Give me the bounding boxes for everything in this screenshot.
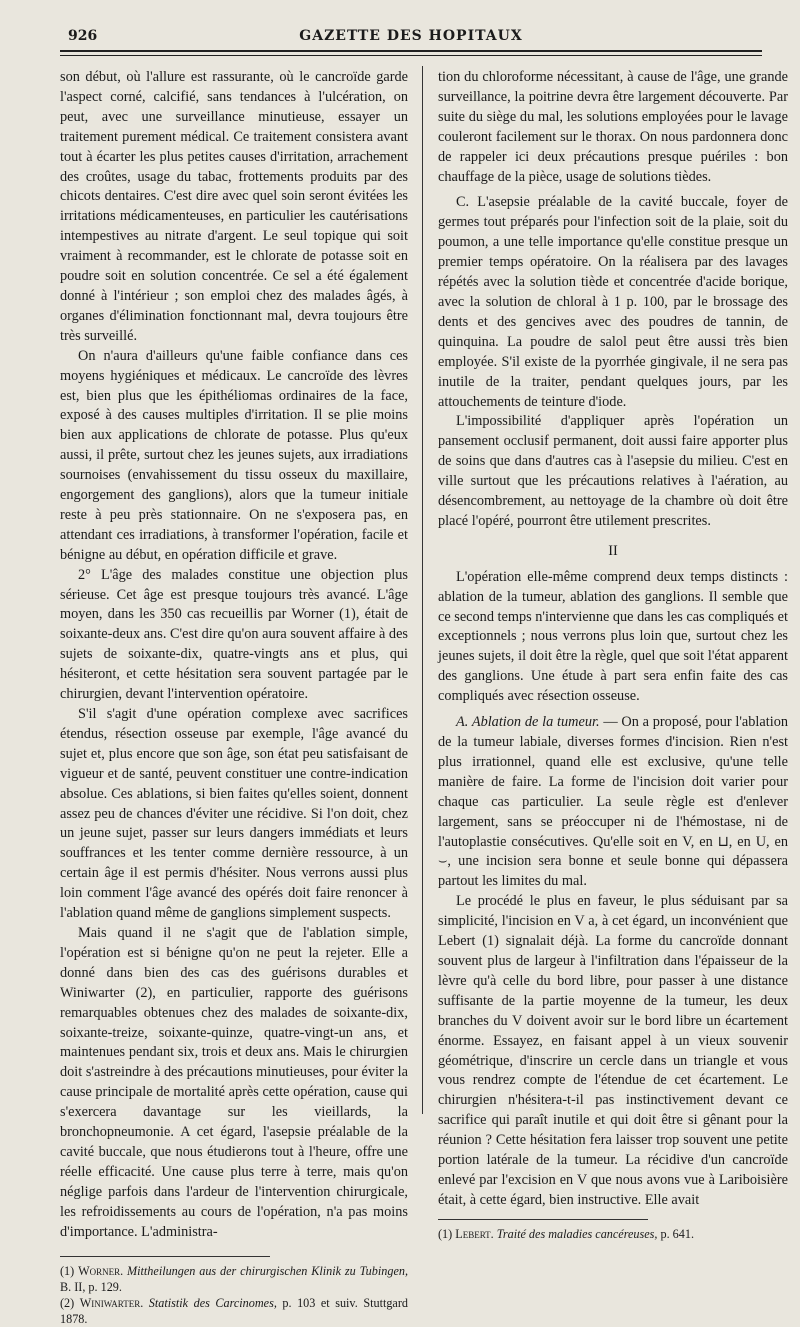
header-rule-thick: [60, 50, 762, 52]
column-divider: [422, 66, 423, 1114]
footnote-2: (2) Winiwarter. Statistik des Carcinomes, p. 103 et suiv. Stuttgard 1878.: [60, 1296, 408, 1327]
paragraph: C. L'asepsie préalable de la cavité buccale, foyer de germes tout préparés pour l'infection soit de la plaie, soit du poumon, a une telle importance qu'elle constitue presque un premier temps opératoire. On la réalisera par des lavages répétés avec la solution tiède et concentrée d'acide borique, avec la solution de chloral à 1 p. 100, par le brossage des dents et des gencives avec des poudres de tannin, de quinquina. La poudre de salol peut être aussi très bien employée. S'il existe de la pyorrhée gingivale, il ne sera pas inutile de la traiter, pendant quelques jours, par les attouchements de teinture d'iode.: [438, 194, 788, 410]
right-column: [438, 68, 788, 1242]
footnote-rule: [60, 1256, 270, 1257]
footnote-work-title: Traité des maladies cancéreuses,: [496, 1226, 658, 1241]
paragraph: Mais quand il ne s'agit que de l'ablation simple, l'opération est si bénigne qu'on ne peut la rejeter. Elle a donné dans bien des cas des guérisons durables et Winiwarter (2), en particulier, rapporte des guérisons remarquables obtenues chez des malades de soixante-dix, soixante-treize, soixante-quinze, quatre-vingt-un ans, et maintenues pendant six, trois et deux ans. Mais le chirurgien doit s'astreindre à des précautions minutieuses, pour éviter la cause principale de mortalité après cette opération, cause qui s'exercera davantage sur les vieillards, la bronchopneumonie. A cet égard, l'asepsie préalable de la cavité buccale, que nous étudierons tout à l'heure, offre une réelle efficacité. Une cause plus terre à terre, mais qu'on néglige parfois dans l'ardeur de l'intervention chirurgicale, les refroidissements au cours de l'opération, n'a pas moins d'importance. L'administra-: [60, 924, 408, 1240]
footnote-author: Winiwarter.: [79, 1296, 144, 1311]
paragraph: tion du chloroforme nécessitant, à cause de l'âge, une grande surveillance, la poitrine devra être largement découverte. Par suite du siège du mal, les solutions employées pour le lavage couleront facilement sur le thorax. On nous pardonnera donc de rappeler ici deux précautions presque puériles : bon chauffage de la pièce, usage de solutions tièdes.: [438, 69, 788, 185]
subsection-label: A. Ablation de la tumeur.: [456, 714, 600, 731]
paragraph: son début, où l'allure est rassurante, où le cancroïde garde l'aspect corné, calcifié, sans tendances à l'ulcération, on peut, avec une surveillance minutieuse, essayer un traitement purement médical. Ce traitement consistera avant tout à écarter les plus petites causes d'irritation, arrachement des croûtes, usage du tabac, frottements produits par des chicots dentaires. C'est dire avec quel soin seront évitées les irritations médicamenteuses, en particulier les cautérisations intempestives au nitrate d'argent. Le seul topique qui soit vraiment à recommander, est le chlorate de potasse soit en poudre soit en solution concentrée. Ce sel a été également donné à l'intérieur ; son emploi chez des malades âgés, à organes d'élimination fonctionnant mal, devra toujours être très surveillé.: [60, 69, 408, 344]
paragraph: On n'aura d'ailleurs qu'une faible confiance dans ces moyens hygiéniques et médicaux. Le cancroïde des lèvres est, bien plus que les épithéliomas ordinaires de la face, exposé à des causes multiples d'irritation. Il se plie moins bien aux applications de chlorate de potasse. Plus qu'eux aussi, il prête, surtout chez les jeunes sujets, aux irradiations sournoises (envahissement du tissu osseux du maxillaire, engorgement des ganglions), alors que la tumeur initiale reste à peu près stationnaire. On ne s'exposera pas, en attendant ces irradiations, à transformer l'opération, facile et bénigne au début, en opération difficile et grave.: [60, 347, 408, 563]
section-heading: II: [608, 542, 618, 559]
journal-title: GAZETTE DES HOPITAUX: [299, 28, 523, 44]
footnote-citation: B. II, p. 129.: [60, 1280, 122, 1295]
paragraph-text: — On a proposé, pour l'ablation de la tumeur labiale, diverses formes d'incision. Rien n'est plus irrationnel, quand elle est exclusive, qu'une telle manière de faire. La forme de l'incision doit varier pour chaque cas particulier. La seule règle est d'enlever largement, sans se préoccuper ni de l'hémostase, ni de l'autoplastie consécutives. Qu'elle soit en V, en ⊔, en U, en ⌣, une incision sera bonne et seule bonne qui dépassera partout les limites du mal.: [438, 714, 788, 890]
paragraph: L'impossibilité d'appliquer après l'opération un pansement occlusif permanent, doit aussi faire apporter plus de soins que dans d'autres cas à l'asepsie du milieu. C'est en ville surtout que les précautions relatives à l'aération, au désencombrement, au nettoyage de la chambre où doit être placé l'opéré, pourront être utilement prescrites.: [438, 413, 788, 529]
footnote-author: Worner.: [78, 1264, 124, 1279]
running-header: [60, 22, 762, 48]
paragraph: Le procédé le plus en faveur, le plus séduisant par sa simplicité, l'incision en V a, à cet égard, un inconvénient que Lebert (1) signalait déjà. La forme du cancroïde donnant souvent plus de largeur à l'infiltration dans l'épaisseur de la lèvre qu'à celle du bord libre, pour passer à une distance suffisante de la partie moyenne de la tumeur, les deux branches du V doivent avoir sur le bord libre un écartement énorme. Essayez, en faisant appel à un vieux souvenir géométrique, d'inscrire un cercle dans un triangle et vous vous rendrez compte de l'étendue de cet écartement. Le chirurgien n'hésitera-t-il pas instinctivement devant ce sacrifice qui paraît inutile et qui doit être si gênant pour la réunion ? Cette hésitation fera laisser trop souvent une petite portion latérale de la tumeur. La récidive d'un cancroïde enlevé par l'excision en V que nous avons vue à Lariboisière était, à cette égard, bien instructive. Elle avait: [438, 893, 788, 1208]
footnote-work-title: Statistik des Carcinomes,: [148, 1296, 277, 1311]
footnote-citation: p. 641.: [660, 1226, 694, 1241]
paragraph: L'opération elle-même comprend deux temps distincts : ablation de la tumeur, ablation des ganglions. Il semble que ce second temps n'intervienne que dans les cas compliqués et exceptionnels ; nous verrons plus loin que, surtout chez les jeunes sujets, il doit être la règle, quel que soit l'état apparent des ganglions. Une étude à part sera enfin faite des cas compliqués avec résection osseuse.: [438, 568, 788, 705]
footnote-1: (1) Lebert. Traité des maladies cancéreuses, p. 641.: [438, 1226, 694, 1241]
footnote-author: Lebert.: [455, 1226, 494, 1241]
page-number: 926: [68, 28, 98, 44]
footnote-1: (1) Worner. Mittheilungen aus der chirurgischen Klinik zu Tubingen, B. II, p. 129.: [60, 1264, 408, 1295]
footnote-citation: p. 103 et suiv. Stuttgard 1878.: [60, 1296, 408, 1327]
paragraph: S'il s'agit d'une opération complexe avec sacrifices étendus, résection osseuse par exemple, l'âge avancé du sujet et, plus encore que son âge, son état peu satisfaisant de vigueur et de santé, peuvent constituer une contre-indication absolue. Ces ablations, si bien faites qu'elles soient, donnent assez peu de chances d'éviter une récidive. Si l'on doit, chez un jeune sujet, passer sur leurs dangers immédiats et leurs souffrances et les tenter comme dernière ressource, à un certain âge il est permis d'hésiter. Nous verrons aussi plus loin comment l'âge avancé des opérés doit faire renoncer à l'ablation quand même de ganglions simplement suspects.: [60, 706, 408, 922]
left-column: [60, 68, 408, 1327]
header-rule-thin: [60, 55, 762, 56]
footnote-rule: [438, 1219, 648, 1220]
footnote-work-title: Mittheilungen aus der chirurgischen Klinik zu Tubingen,: [127, 1264, 408, 1279]
paragraph: 2° L'âge des malades constitue une objection plus sérieuse. Cet âge est presque toujours très avancé. L'âge moyen, dans les 350 cas recueillis par Worner (1), était de soixante-deux ans. C'est dire qu'on aura souvent affaire à des sujets de soixante-dix, quatre-vingts ans et plus, qui hésiteront, et cette hésitation sera souvent partagée par le chirurgien, devant l'intervention opératoire.: [60, 566, 408, 703]
paragraph: [438, 713, 788, 892]
